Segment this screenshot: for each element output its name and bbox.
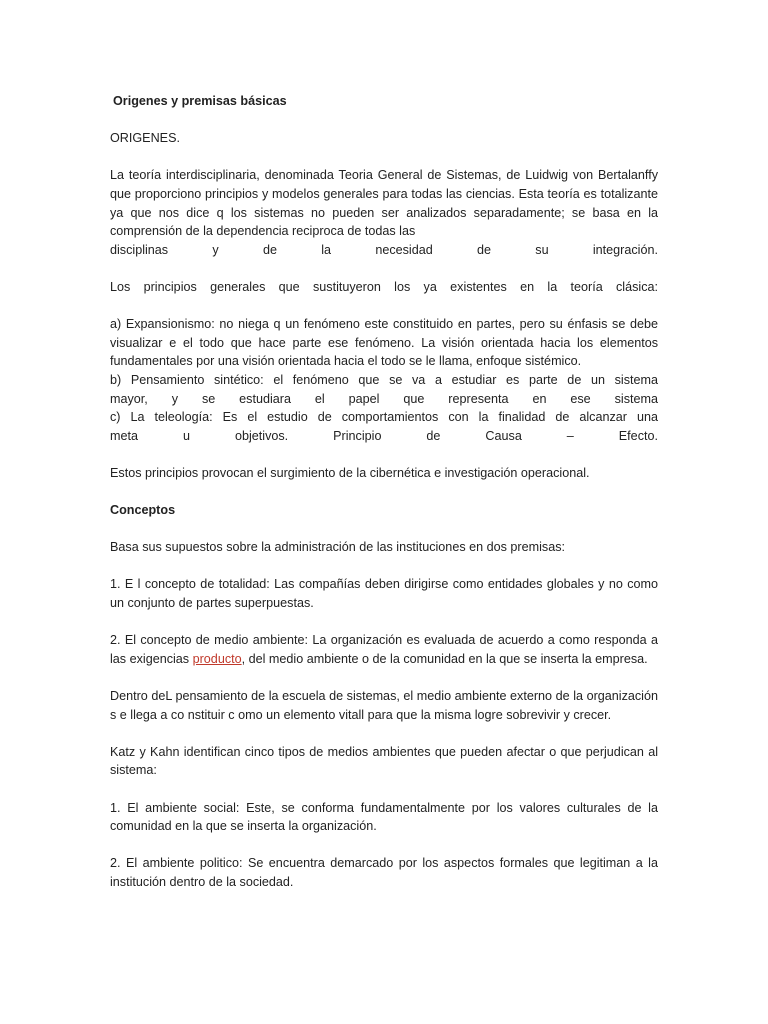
list-item-pensamiento-line2: mayor, y se estudiara el papel que representa en ese sistema (110, 391, 658, 406)
list-item-expansionismo: a) Expansionismo: no niega q un fenómeno este constituido en partes, pero su énfasis se debe visualizar e el todo que hace parte ese fenómeno. La visión orientada hacia los elementos fundamentales por una visión orientada hacia el todo se le llama, enfoque sistémico. (110, 317, 658, 369)
conceptos-heading: Conceptos (110, 503, 176, 518)
paragraph-origenes-last-line: disciplinas y de la necesidad de su integración. (110, 242, 658, 257)
premise-medio-ambiente-text-before: 2. El concepto de medio ambiente: La organización es evaluada de acuerdo a como responda a las exigencias (110, 633, 658, 666)
list-item-pensamiento-line1: b) Pensamiento sintético: el fenómeno que se va a estudiar es parte de un sistema (110, 372, 658, 387)
paragraph-katz-kahn: Katz y Kahn identifican cinco tipos de medios ambientes que pueden afectar o que perjudican al sistema: (110, 744, 658, 778)
paragraph-principios: Los principios generales que sustituyeron los ya existentes en la teoría clásica: (110, 279, 658, 294)
premise-totalidad: 1. E l concepto de totalidad: Las compañías deben dirigirse como entidades globales y no como un conjunto de partes superpuestas. (110, 577, 658, 611)
paragraph-origenes-body: La teoría interdisciplinaria, denominada Teoria General de Sistemas, de Luidwig von Bertalanffy que proporciono principios y modelos generales para todas las ciencias. Esta teoría es totalizante ya que nos dice q los sistemas no pueden ser analizados separadamente; se basa en la comprensión de la dependencia reciproca de todas las (110, 168, 658, 239)
principios-list (110, 315, 658, 445)
paragraph-cibernetica: Estos principios provocan el surgimiento de la cibernética e investigación operacional. (110, 465, 590, 480)
premise-medio-ambiente-text-after: , del medio ambiente o de la comunidad en la que se inserta la empresa. (241, 651, 648, 666)
origenes-heading: ORIGENES. (110, 131, 180, 146)
premise-medio-ambiente (110, 631, 658, 668)
producto-link[interactable]: producto (192, 651, 242, 666)
list-item-teleologia-line1: c) La teleología: Es el estudio de comportamientos con la finalidad de alcanzar una (110, 410, 658, 425)
environment-politico: 2. El ambiente politico: Se encuentra demarcado por los aspectos formales que legitiman a la institución dentro de la sociedad. (110, 856, 658, 889)
environment-social: 1. El ambiente social: Este, se conforma fundamentalmente por los valores culturales de la comunidad en la que se inserta la organización. (110, 800, 658, 834)
list-item-teleologia-line2: meta u objetivos. Principio de Causa – Efecto. (110, 428, 658, 443)
document-title: Origenes y premisas básicas (113, 94, 287, 108)
paragraph-premisas: Basa sus supuestos sobre la administración de las instituciones en dos premisas: (110, 540, 566, 555)
paragraph-escuela-sistemas: Dentro deL pensamiento de la escuela de sistemas, el medio ambiente externo de la organización s e llega a co nstituir c omo un elemento vitall para que la misma logre sobrevivir y crecer. (110, 689, 658, 722)
paragraph-origenes (110, 166, 658, 259)
